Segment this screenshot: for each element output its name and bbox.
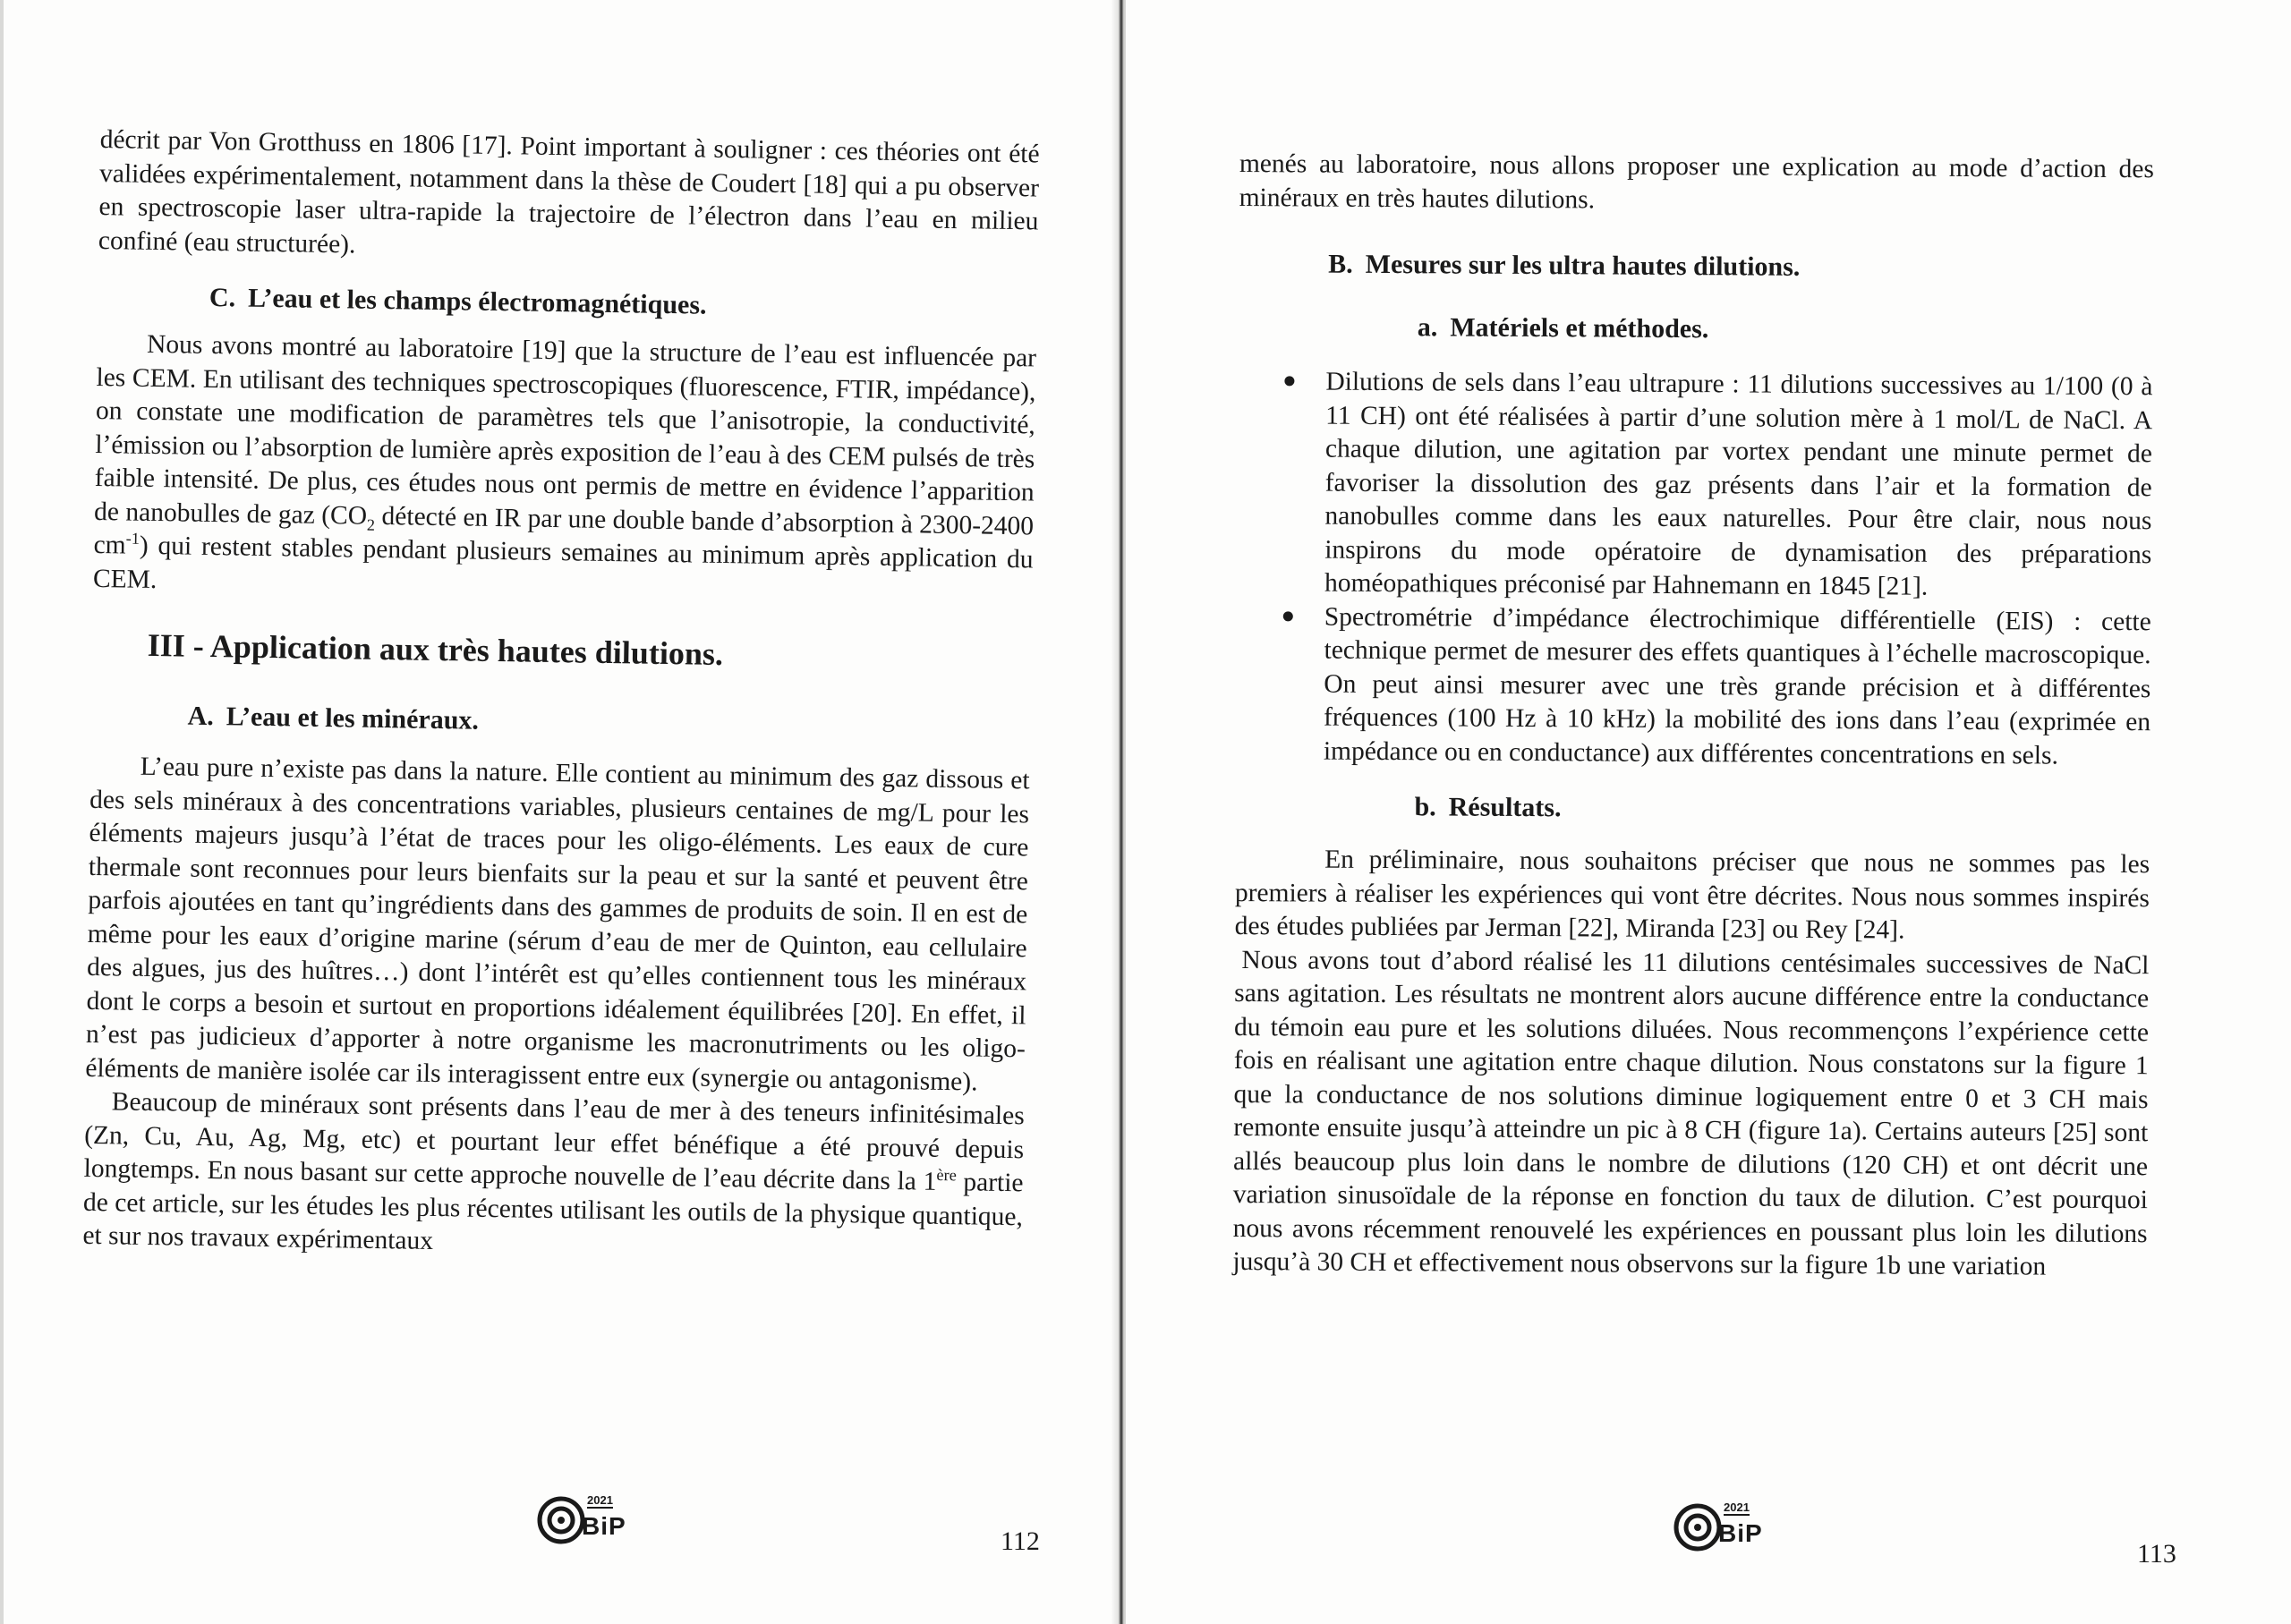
logo-year: 2021 [1724,1501,1750,1514]
section-b-b-heading: b. Résultats. [1414,792,1562,823]
bullet-icon [1284,376,1294,386]
results-paragraph-1: En préliminaire, nous souhaitons préciser que nous ne sommes pas les premiers à réaliser les expériences qui vont être décrites. Nous nous sommes inspirés des études publiées par Jerman [22], Miranda [23] ou Rey [24]. [1234,845,2150,945]
list-item: Dilutions de sels dans l’eau ultrapure : 11 dilutions successives au 1/100 (0 à 11 CH) ont été réalisées à partir d’une solution mère à 1 mol/L de NaCl. A chaque dilution, une agitation par vortex pendant une minute permet de favoriser la dissolution des gaz présents dans l’air et la formation de nanobulles comme dans les eaux naturelles. Pour être clair, nous nous inspirons du mode opératoire de dynamisation des préparations homéopathiques préconisé par Hahnemann en 1845 [21]. [1237,365,2153,606]
right-intro-paragraph: menés au laboratoire, nous allons proposer une explication au mode d’action des minéraux en très hautes dilutions. [1239,149,2154,214]
section-c-heading: C. L’eau et les champs électromagnétiques. [209,282,707,320]
section-iii-heading: III - Application aux très hautes dilutions. [147,626,724,673]
logo-year: 2021 [587,1493,613,1507]
results-paragraph-2: Nous avons tout d’abord réalisé les 11 dilutions centésimales successives de NaCl sans agitation. Les résultats ne montrent alors aucune différence entre la conductance du témoin eau pure et les solutions diluées. Nous recommençons l’expérience cette fois en réalisant une agitation entre chaque dilution. Nous constatons sur la figure 1 que la conductance de nos solutions diminue logiquement entre 0 et 3 CH mais remonte ensuite jusqu’à atteindre un pic à 8 CH (figure 1a). Certains auteurs [25] sont allés beaucoup plus loin dans le nombre de dilutions (120 CH) et ont décrit une variation sinusoïdale de la réponse en fonction du taux de dilution. C’est pourquoi nous avons récemment renouvelé les expériences en poussant plus loin les dilutions jusqu’à 30 CH et effectivement nous observons sur la figure 1b une variation [1232,945,2150,1281]
bullet-icon [1283,611,1293,621]
left-page [0,0,1119,1624]
minerals-paragraph-2: Beaucoup de minéraux sont présents dans l’eau de mer à des teneurs infinitésimales (Zn, Cu, Au, Ag, Mg, etc) et pourtant leur effet bénéfique a été prouvé depuis longtemps. En nous basant sur cette approche nouvelle de l’eau décrite dans la 1ère partie de cet article, sur les études les plus récentes utilisant les outils de la physique quantique, et sur nos travaux expérimentaux [82,1087,1025,1255]
logo-name: BiP [1718,1519,1763,1547]
cem-paragraph: Nous avons montré au laboratoire [19] que la structure de l’eau est influencée par les CEM. En utilisant des techniques spectroscopiques (fluorescence, FTIR, impédance), on constate une modification de paramètres tels que l’anisotropie, la conductivité, l’émission ou l’absorption de lumière après exposition de l’eau à des CEM pulsés de très faible intensité. De plus, ces études nous ont permis de mettre en évidence l’apparition de nanobulles de gaz ($CO_2$ détecté en IR par une double bande d’absorption à 2300-2400 $cm^{-1}$) qui restent stables pendant plusieurs semaines au minimum après application du CEM. [92,329,1037,594]
minerals-paragraph-1: L’eau pure n’existe pas dans la nature. Elle contient au minimum des gaz dissous et des sels minéraux à des concentrations variables, plusieurs centaines de mg/L pour les éléments majeurs jusqu’à l’état de traces pour les oligo-éléments. Les eaux de cure thermale sont reconnues pour leurs bienfaits sur la peau et sur la santé et peuvent être parfois ajoutées en tant qu’ingrédients dans des gammes de produits de soin. Il en est de même pour les eaux d’origine marine (sérum d’eau de mer de Quinton, eau cellulaire des algues, jus des huîtres…) dont l’intérêt est qu’elles contiennent tous les minéraux dont le corps a besoin et surtout en proportions idéalement équilibrées [20]. En effet, il n’est pas judicieux d’apporter à notre organisme les macronutriments ou les oligo-éléments de manière isolée car ils interagissent entre eux (synergie ou antagonisme). [85,752,1030,1097]
section-b-a-heading: a. Matériels et méthodes. [1417,312,1709,344]
page-edge [0,0,4,1624]
bip-logo [1674,1500,1781,1562]
section-b-heading: B. Mesures sur les ultra hautes dilutions. [1328,249,1801,282]
logo-name: BiP [582,1512,626,1540]
list-item: Spectrométrie d’impédance électrochimique différentielle (EIS) : cette technique permet de mesurer des effets quantiques à l’échelle macroscopique. On peut ainsi mesurer avec une très grande précision et à différentes fréquences (100 Hz à 10 kHz) la mobilité des ions dans l’eau (exprimée en impédance ou en conductance) aux différentes concentrations en sels. [1236,599,2151,773]
bip-logo [537,1492,644,1555]
methods-list [1236,365,2153,773]
right-page [1126,0,2291,1624]
page-number: 112 [1001,1526,1040,1556]
bip-emblem-icon [537,1496,585,1544]
bip-emblem-icon [1674,1503,1722,1552]
left-text-column [82,123,1040,1268]
section-a-heading: A. L’eau et les minéraux. [187,701,480,735]
page-number: 113 [2137,1539,2176,1569]
left-intro-paragraph: décrit par Von Grotthuss en 1806 [17]. Point important à souligner : ces théories ont été validées expérimentalement, notamment dans la thèse de Coudert [18] qui a pu observer en spectroscopie laser ultra-rapide la trajectoire de l’électron dans l’eau en milieu confiné (eau structurée). [98,124,1040,259]
right-text-column [1232,148,2154,1285]
